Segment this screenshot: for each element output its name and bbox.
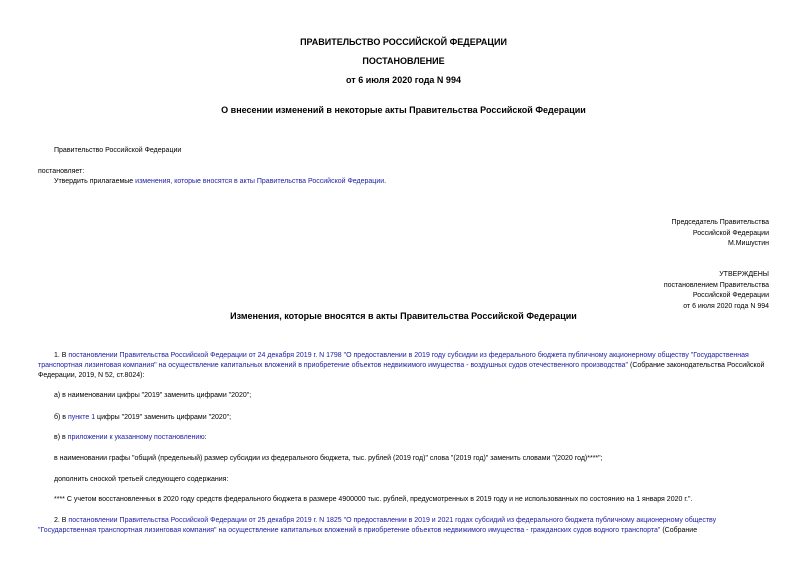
intro-text: Правительство Российской Федерации (54, 147, 182, 154)
item-c-paragraph (54, 433, 207, 443)
footnote-text: **** С учетом восстановленных в 2020 году средств федерального бюджета в размере 4900000 тыс. рублей, предусмотренных в 2019 году и не использованных по состоянию на 1 января 2020 г.". (54, 496, 693, 503)
item-c-prefix: в) в (54, 434, 68, 441)
approval-by: постановлением Правительства (663, 281, 769, 289)
changes-title: Изменения, которые вносятся в акты Правительства Российской Федерации (230, 311, 577, 321)
approve-paragraph (54, 177, 386, 187)
item-2-suffix: (Собрание (660, 527, 698, 534)
approve-suffix: . (384, 178, 387, 185)
item-1-paragraph (38, 351, 769, 381)
column-rename-text: в наименовании графы "общий (предельный) размер субсидии из федерального бюджета, тыс. рублей (2019 год)" слова "(2019 год)" заменить словами "(2020 год)****"; (54, 455, 603, 462)
approval-stamp (664, 270, 769, 312)
approval-date: от 6 июля 2020 года N 994 (683, 302, 769, 310)
signature-name: М.Мишустин (727, 240, 769, 247)
approval-country: Российской Федерации (692, 292, 769, 299)
document-date-number: от 6 июля 2020 года N 994 (346, 75, 461, 85)
item-b-prefix: б) в (54, 414, 68, 421)
item-b-suffix: цифры "2019" заменить цифрами "2020"; (95, 414, 232, 421)
item-b-paragraph (54, 413, 231, 423)
approve-changes-link[interactable]: изменения, которые вносятся в акты Правительства Российской Федерации (135, 178, 385, 185)
document-type: ПОСТАНОВЛЕНИЕ (362, 56, 445, 66)
item-a-text: а) в наименовании цифры "2019" заменить цифрами "2020"; (54, 392, 252, 399)
decree-text: постановляет: (38, 168, 85, 175)
footnote-intro-text: дополнить сноской третьей следующего содержания: (54, 476, 229, 483)
signature-block (672, 218, 769, 250)
signature-position: Председатель Правительства (671, 219, 769, 226)
item-1-suffix: (Собрание законодательства Российской Федерации, 2019, N 52, ст.8024): (38, 362, 765, 379)
approve-prefix: Утвердить прилагаемые (54, 178, 136, 185)
item-1-prefix: 1. В (54, 352, 69, 359)
item-2-decree-link[interactable]: постановлении Правительства Российской Федерации от 25 декабря 2019 г. N 1825 "О предоставлении в 2019 и 2021 годах субсидий из федерального бюджета публичному акционерному обществу "Государственная транспортная лизинговая компания" на осуществление капитальных вложений в приобретение объектов недвижимого имущества - гражданских судов водного транспорта" (38, 517, 717, 534)
approval-heading: УТВЕРЖДЕНЫ (719, 271, 769, 278)
item-c-suffix: : (204, 434, 207, 441)
item-2-paragraph (38, 516, 769, 536)
document-title: О внесении изменений в некоторые акты Правительства Российской Федерации (221, 105, 586, 115)
item-2-prefix: 2. В (54, 517, 69, 524)
government-heading: ПРАВИТЕЛЬСТВО РОССИЙСКОЙ ФЕДЕРАЦИИ (300, 37, 507, 47)
item-b-point-link[interactable]: пункте 1 (67, 414, 96, 421)
item-c-appendix-link[interactable]: приложении к указанному постановлению (67, 434, 205, 441)
signature-country: Российской Федерации (692, 229, 769, 237)
item-1-decree-link[interactable]: постановлении Правительства Российской Федерации от 24 декабря 2019 г. N 1798 "О предоставлении в 2019 году субсидии из федерального бюджета публичному акционерному обществу "Государственная транспортная лизинговая компания" на осуществление капитальных вложений в приобретение объектов недвижимого имущества - воздушных судов отечественного производства" (38, 352, 749, 369)
